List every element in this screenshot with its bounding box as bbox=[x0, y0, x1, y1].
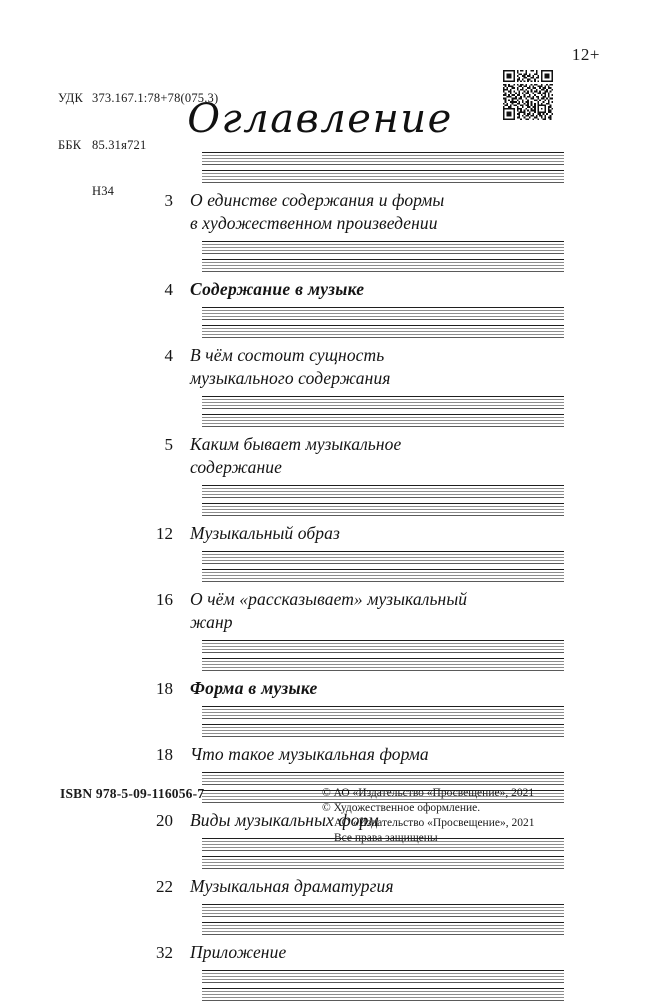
staff-line bbox=[202, 979, 564, 980]
staff-line bbox=[202, 988, 564, 989]
staff-line bbox=[202, 907, 564, 908]
staff-line bbox=[202, 712, 564, 713]
staff-line bbox=[202, 396, 564, 397]
music-staff-divider bbox=[202, 988, 564, 1000]
staff-line bbox=[202, 423, 564, 424]
music-staff-divider bbox=[202, 259, 564, 271]
music-staff-divider bbox=[202, 241, 564, 254]
staff-line bbox=[202, 736, 564, 737]
bbk-label: ББК bbox=[58, 137, 82, 152]
toc-entry-page-number: 18 bbox=[156, 745, 173, 764]
toc-entry-title[interactable]: Музыкальная драматургия bbox=[190, 876, 394, 896]
staff-line bbox=[202, 976, 564, 977]
staff-line bbox=[202, 778, 564, 779]
staff-line bbox=[202, 640, 564, 641]
toc-entry-title[interactable]: Каким бывает музыкальное содержание bbox=[190, 434, 402, 477]
staff-line bbox=[202, 775, 564, 776]
music-staff-divider bbox=[202, 414, 564, 426]
staff-line bbox=[202, 316, 564, 317]
staff-line bbox=[202, 715, 564, 716]
staff-line bbox=[202, 503, 564, 504]
staff-line bbox=[202, 325, 564, 326]
staff-line bbox=[202, 319, 564, 320]
page-title: Оглавление bbox=[187, 96, 453, 142]
toc-entry-page-number: 18 bbox=[156, 679, 173, 698]
staff-line bbox=[202, 997, 564, 998]
staff-line bbox=[202, 859, 564, 860]
toc-entry-page-number: 20 bbox=[156, 811, 173, 830]
staff-line bbox=[202, 310, 564, 311]
staff-line bbox=[202, 658, 564, 659]
staff-line bbox=[202, 557, 564, 558]
staff-line bbox=[202, 856, 564, 857]
staff-line bbox=[202, 581, 564, 582]
staff-line bbox=[202, 578, 564, 579]
staff-line bbox=[202, 670, 564, 671]
table-of-contents bbox=[0, 152, 650, 1000]
staff-line bbox=[202, 781, 564, 782]
music-staff-divider bbox=[202, 922, 564, 934]
toc-entry[interactable] bbox=[0, 736, 650, 772]
staff-line bbox=[202, 164, 564, 165]
toc-entry-title[interactable]: О единстве содержания и формы в художественном произведении bbox=[190, 190, 445, 233]
staff-line bbox=[202, 241, 564, 242]
music-staff-divider bbox=[202, 396, 564, 409]
staff-line bbox=[202, 910, 564, 911]
staff-line bbox=[202, 402, 564, 403]
staff-line bbox=[202, 847, 564, 848]
toc-entry-page-number: 4 bbox=[164, 346, 173, 365]
staff-line bbox=[202, 515, 564, 516]
staff-line bbox=[202, 706, 564, 707]
staff-line bbox=[202, 253, 564, 254]
toc-entry[interactable] bbox=[0, 271, 650, 307]
staff-line bbox=[202, 328, 564, 329]
staff-line bbox=[202, 916, 564, 917]
music-staff-divider bbox=[202, 569, 564, 581]
staff-line bbox=[202, 649, 564, 650]
staff-line bbox=[202, 730, 564, 731]
staff-line bbox=[202, 724, 564, 725]
music-staff-divider bbox=[202, 658, 564, 670]
staff-line bbox=[202, 991, 564, 992]
staff-line bbox=[202, 575, 564, 576]
toc-entry[interactable] bbox=[0, 426, 650, 485]
music-staff-divider bbox=[202, 485, 564, 498]
music-staff-divider bbox=[202, 170, 564, 182]
staff-line bbox=[202, 420, 564, 421]
music-staff-divider bbox=[202, 904, 564, 917]
staff-line bbox=[202, 718, 564, 719]
staff-line bbox=[202, 563, 564, 564]
toc-entry[interactable] bbox=[0, 182, 650, 241]
music-staff-divider bbox=[202, 325, 564, 337]
staff-line bbox=[202, 560, 564, 561]
staff-line bbox=[202, 307, 564, 308]
staff-line bbox=[202, 661, 564, 662]
staff-line bbox=[202, 850, 564, 851]
toc-entry-title[interactable]: Что такое музыкальная форма bbox=[190, 744, 429, 764]
music-staff-divider bbox=[202, 724, 564, 736]
staff-line bbox=[202, 173, 564, 174]
staff-line bbox=[202, 250, 564, 251]
toc-entry-page-number: 4 bbox=[164, 280, 173, 299]
toc-entry-page-number: 12 bbox=[156, 524, 173, 543]
staff-line bbox=[202, 512, 564, 513]
staff-line bbox=[202, 161, 564, 162]
toc-entry-page-number: 3 bbox=[164, 191, 173, 210]
toc-entry-page-number: 32 bbox=[156, 943, 173, 962]
staff-line bbox=[202, 865, 564, 866]
toc-entry-page-number: 22 bbox=[156, 877, 173, 896]
staff-line bbox=[202, 569, 564, 570]
staff-line bbox=[202, 506, 564, 507]
staff-line bbox=[202, 868, 564, 869]
staff-line bbox=[202, 417, 564, 418]
staff-line bbox=[202, 176, 564, 177]
age-rating-badge: 12+ bbox=[571, 45, 600, 64]
staff-line bbox=[202, 313, 564, 314]
staff-line bbox=[202, 497, 564, 498]
toc-entry[interactable] bbox=[0, 934, 650, 970]
music-staff-divider bbox=[202, 856, 564, 868]
staff-line bbox=[202, 913, 564, 914]
toc-entry[interactable] bbox=[0, 337, 650, 396]
staff-line bbox=[202, 337, 564, 338]
staff-line bbox=[202, 772, 564, 773]
staff-line bbox=[202, 646, 564, 647]
staff-line bbox=[202, 994, 564, 995]
toc-entry[interactable] bbox=[0, 515, 650, 551]
copyright-line: АО «Издательство «Просвещение», 2021 bbox=[334, 817, 535, 829]
staff-line bbox=[202, 709, 564, 710]
staff-line bbox=[202, 982, 564, 983]
staff-line bbox=[202, 931, 564, 932]
toc-entry-page-number: 5 bbox=[164, 435, 173, 454]
staff-line bbox=[202, 485, 564, 486]
staff-line bbox=[202, 488, 564, 489]
staff-line bbox=[202, 152, 564, 153]
toc-entry-title[interactable]: Приложение bbox=[190, 942, 287, 962]
staff-line bbox=[202, 572, 564, 573]
staff-line bbox=[202, 643, 564, 644]
bbk-value: 85.31я721 bbox=[92, 137, 147, 152]
staff-line bbox=[202, 862, 564, 863]
staff-line bbox=[202, 268, 564, 269]
staff-line bbox=[202, 155, 564, 156]
staff-line bbox=[202, 551, 564, 552]
staff-line bbox=[202, 259, 564, 260]
toc-entry-page-number: 16 bbox=[156, 590, 173, 609]
toc-entry[interactable] bbox=[0, 868, 650, 904]
staff-line bbox=[202, 664, 564, 665]
staff-line bbox=[202, 414, 564, 415]
copyright-line: © АО «Издательство «Просвещение», 2021 bbox=[322, 787, 535, 799]
staff-line bbox=[202, 408, 564, 409]
toc-entry[interactable] bbox=[0, 670, 650, 706]
music-staff-divider bbox=[202, 772, 564, 785]
music-staff-divider bbox=[202, 970, 564, 983]
author-code: Н34 bbox=[92, 184, 115, 198]
toc-entry-title[interactable]: В чём состоит сущность музыкального содержания bbox=[190, 345, 391, 388]
staff-line bbox=[202, 904, 564, 905]
staff-line bbox=[202, 922, 564, 923]
udk-label: УДК bbox=[58, 91, 84, 105]
staff-line bbox=[202, 973, 564, 974]
staff-line bbox=[202, 179, 564, 180]
staff-line bbox=[202, 784, 564, 785]
toc-entry[interactable] bbox=[0, 581, 650, 640]
music-staff-divider bbox=[202, 640, 564, 653]
staff-line bbox=[202, 554, 564, 555]
staff-line bbox=[202, 331, 564, 332]
staff-line bbox=[202, 265, 564, 266]
staff-line bbox=[202, 262, 564, 263]
copyright-line: Все права защищены bbox=[334, 832, 438, 844]
staff-line bbox=[202, 509, 564, 510]
isbn-text: ISBN 978-5-09-116056-7 bbox=[60, 786, 205, 801]
copyright-block bbox=[322, 786, 602, 846]
staff-line bbox=[202, 970, 564, 971]
staff-line bbox=[202, 170, 564, 171]
udk-value: 373.167.1:78+78(075.3) bbox=[92, 91, 219, 105]
copyright-line: © Художественное оформление. bbox=[322, 802, 481, 814]
staff-line bbox=[202, 727, 564, 728]
staff-line bbox=[202, 733, 564, 734]
staff-line bbox=[202, 247, 564, 248]
staff-line bbox=[202, 667, 564, 668]
staff-line bbox=[202, 399, 564, 400]
toc-entry-title[interactable]: Виды музыкальных форм bbox=[190, 810, 379, 830]
staff-line bbox=[202, 244, 564, 245]
music-staff-divider bbox=[202, 503, 564, 515]
staff-line bbox=[202, 494, 564, 495]
staff-line bbox=[202, 334, 564, 335]
staff-line bbox=[202, 271, 564, 272]
music-staff-divider bbox=[202, 551, 564, 564]
staff-line bbox=[202, 928, 564, 929]
toc-entry-title[interactable]: Форма в музыке bbox=[190, 678, 318, 698]
toc-entry-title[interactable]: О чём «рассказывает» музыкальный жанр bbox=[190, 589, 468, 632]
music-staff-divider bbox=[202, 307, 564, 320]
staff-line bbox=[202, 934, 564, 935]
staff-line bbox=[202, 491, 564, 492]
music-staff-divider bbox=[202, 152, 564, 165]
staff-line bbox=[202, 405, 564, 406]
toc-entry-title[interactable]: Содержание в музыке bbox=[190, 279, 365, 299]
staff-line bbox=[202, 426, 564, 427]
staff-line bbox=[202, 158, 564, 159]
toc-entry-title[interactable]: Музыкальный образ bbox=[190, 523, 340, 543]
staff-line bbox=[202, 652, 564, 653]
music-staff-divider bbox=[202, 706, 564, 719]
staff-line bbox=[202, 182, 564, 183]
